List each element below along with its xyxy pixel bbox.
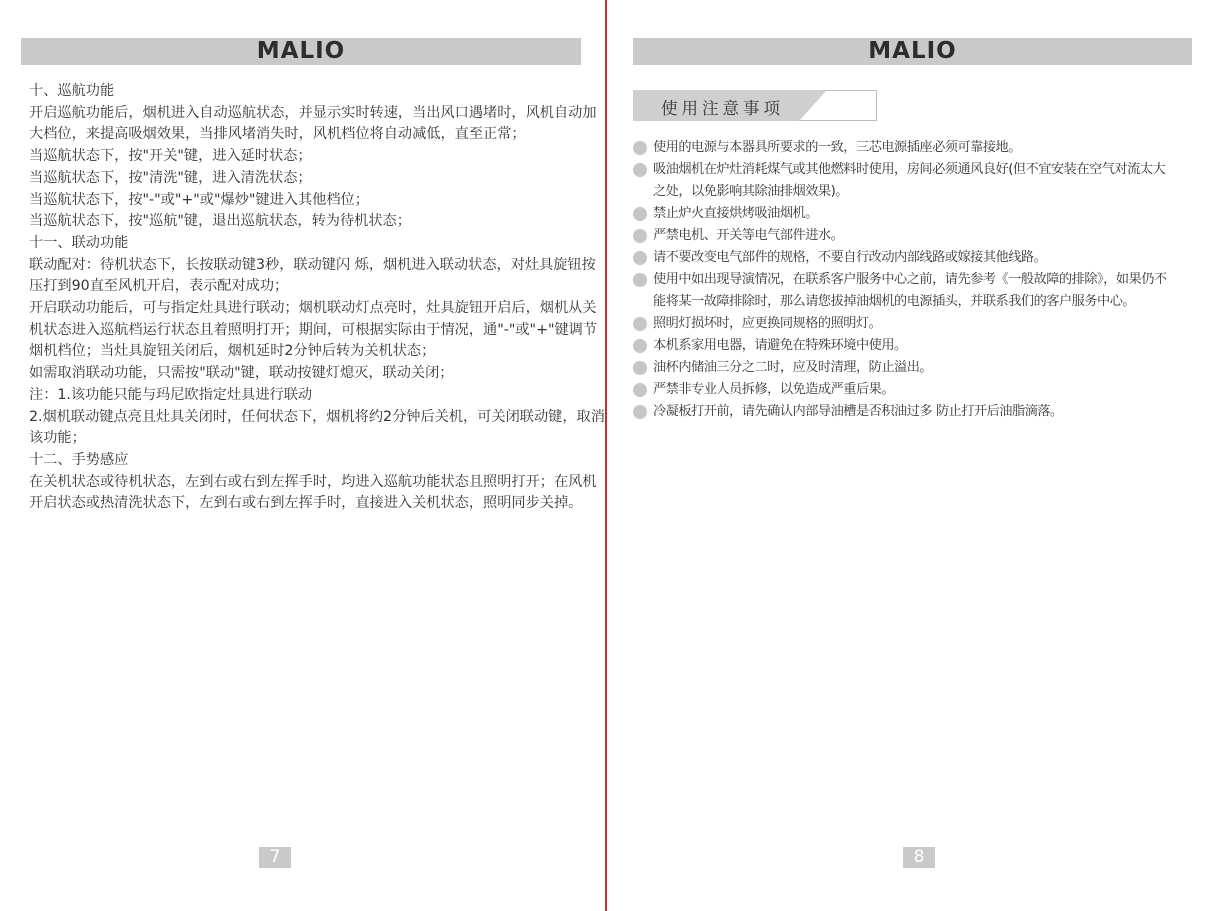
list-item-text: 油杯内储油三分之二时，应及时清理，防止溢出。 xyxy=(653,360,933,375)
list-item xyxy=(633,335,1173,357)
list-item xyxy=(633,269,1173,313)
page-number: 8 xyxy=(903,847,935,868)
list-item xyxy=(633,313,1173,335)
paragraph: 当巡航状态下，按"-"或"+"或"爆炒"键进入其他档位； xyxy=(29,191,369,208)
list-item-text: 禁止炉火直接烘烤吸油烟机。 xyxy=(653,206,818,221)
brand-logo: MALIO xyxy=(868,38,957,64)
section-title-box xyxy=(633,90,877,121)
section-heading-linkage: 十一、联动功能 xyxy=(29,234,129,251)
list-item-text: 严禁非专业人员拆修，以免造成严重后果。 xyxy=(653,382,895,397)
paragraph: 开启联动功能后，可与指定灶具进行联动；烟机联动灯点亮时，灶具旋钮开启后，烟机从关机状态进入巡航档运行状态且着照明打开；期间，可根据实际由于情况，通"-"或"+"键调节烟机档位；当灶具旋钮关闭后，烟机延时2分钟后转为关机状态； xyxy=(29,300,598,360)
page-number: 7 xyxy=(259,847,291,868)
paragraph: 当巡航状态下，按"开关"键，进入延时状态； xyxy=(29,148,312,165)
list-item-text: 冷凝板打开前，请先确认内部导油槽是否积油过多 防止打开后油脂滴落。 xyxy=(653,404,1063,419)
section-title: 使用注意事项 xyxy=(661,99,784,118)
bullet-dot-icon xyxy=(633,339,647,353)
bullet-dot-icon xyxy=(633,207,647,221)
list-item-text: 使用中如出现导演情况，在联系客户服务中心之前，请先参考《一般故障的排除》，如果仍不能将某一故障排除时，那么请您拔掉油烟机的电源插头，并联系我们的客户服务中心。 xyxy=(653,272,1167,309)
right-page xyxy=(607,0,1216,911)
list-item-text: 请不要改变电气部件的规格，不要自行改动内部线路或嫁接其他线路。 xyxy=(653,250,1047,265)
paragraph: 当巡航状态下，按"清洗"键，进入清洗状态； xyxy=(29,169,312,186)
left-page xyxy=(0,0,605,911)
list-item xyxy=(633,401,1173,423)
list-item xyxy=(633,379,1173,401)
bullet-dot-icon xyxy=(633,361,647,375)
section-heading-gesture: 十二、手势感应 xyxy=(29,451,129,468)
list-item xyxy=(633,137,1173,159)
note: 注：1.该功能只能与玛尼欧指定灶具进行联动 xyxy=(29,386,313,403)
list-item xyxy=(633,159,1173,203)
brand-logo: MALIO xyxy=(256,38,346,64)
list-item-text: 吸油烟机在炉灶消耗煤气或其他燃料时使用，房间必须通风良好(但不宜安装在空气对流太大之处，以免影响其除油排烟效果)。 xyxy=(653,162,1166,199)
bullet-dot-icon xyxy=(633,251,647,265)
brand-header-bar xyxy=(633,38,1192,65)
paragraph: 当巡航状态下，按"巡航"键，退出巡航状态，转为待机状态； xyxy=(29,213,411,230)
section-heading-cruise: 十、巡航功能 xyxy=(29,83,115,99)
list-item-text: 照明灯损坏时，应更换同规格的照明灯。 xyxy=(653,316,882,331)
list-item-text: 使用的电源与本器具所要求的一致，三芯电源插座必须可靠接地。 xyxy=(653,140,1021,155)
bullet-dot-icon xyxy=(633,405,647,419)
bullet-dot-icon xyxy=(633,273,647,287)
brand-header-bar xyxy=(21,38,581,65)
list-item xyxy=(633,357,1173,379)
bullet-dot-icon xyxy=(633,229,647,243)
bullet-dot-icon xyxy=(633,141,647,155)
list-item xyxy=(633,247,1173,269)
list-item-text: 严禁电机、开关等电气部件进水。 xyxy=(653,228,844,243)
bullet-dot-icon xyxy=(633,163,647,177)
bullet-dot-icon xyxy=(633,383,647,397)
list-item-text: 本机系家用电器，请避免在特殊环境中使用。 xyxy=(653,338,907,353)
paragraph: 在关机状态或待机状态，左到右或右到左挥手时，均进入巡航功能状态且照明打开；在风机开启状态或热清洗状态下，左到右或右到左挥手时，直接进入关机状态，照明同步关掉。 xyxy=(29,473,597,512)
paragraph: 开启巡航功能后，烟机进入自动巡航状态，并显示实时转速，当出风口遇堵时，风机自动加大档位，来提高吸烟效果，当排风堵消失时，风机档位将自动减低，直至正常； xyxy=(29,104,597,143)
bullet-dot-icon xyxy=(633,317,647,331)
precautions-list xyxy=(633,137,1173,423)
list-item xyxy=(633,203,1173,225)
note: 2.烟机联动键点亮且灶具关闭时，任何状态下，烟机将约2分钟后关机，可关闭联动键，取消该功能； xyxy=(29,408,605,447)
paragraph: 联动配对：待机状态下，长按联动键3秒，联动键闪 烁，烟机进入联动状态，对灶具旋钮按压打到90直至风机开启，表示配对成功； xyxy=(29,256,596,295)
list-item xyxy=(633,225,1173,247)
left-page-body xyxy=(29,81,605,515)
paragraph: 如需取消联动功能，只需按"联动"键，联动按键灯熄灭，联动关闭； xyxy=(29,365,454,382)
